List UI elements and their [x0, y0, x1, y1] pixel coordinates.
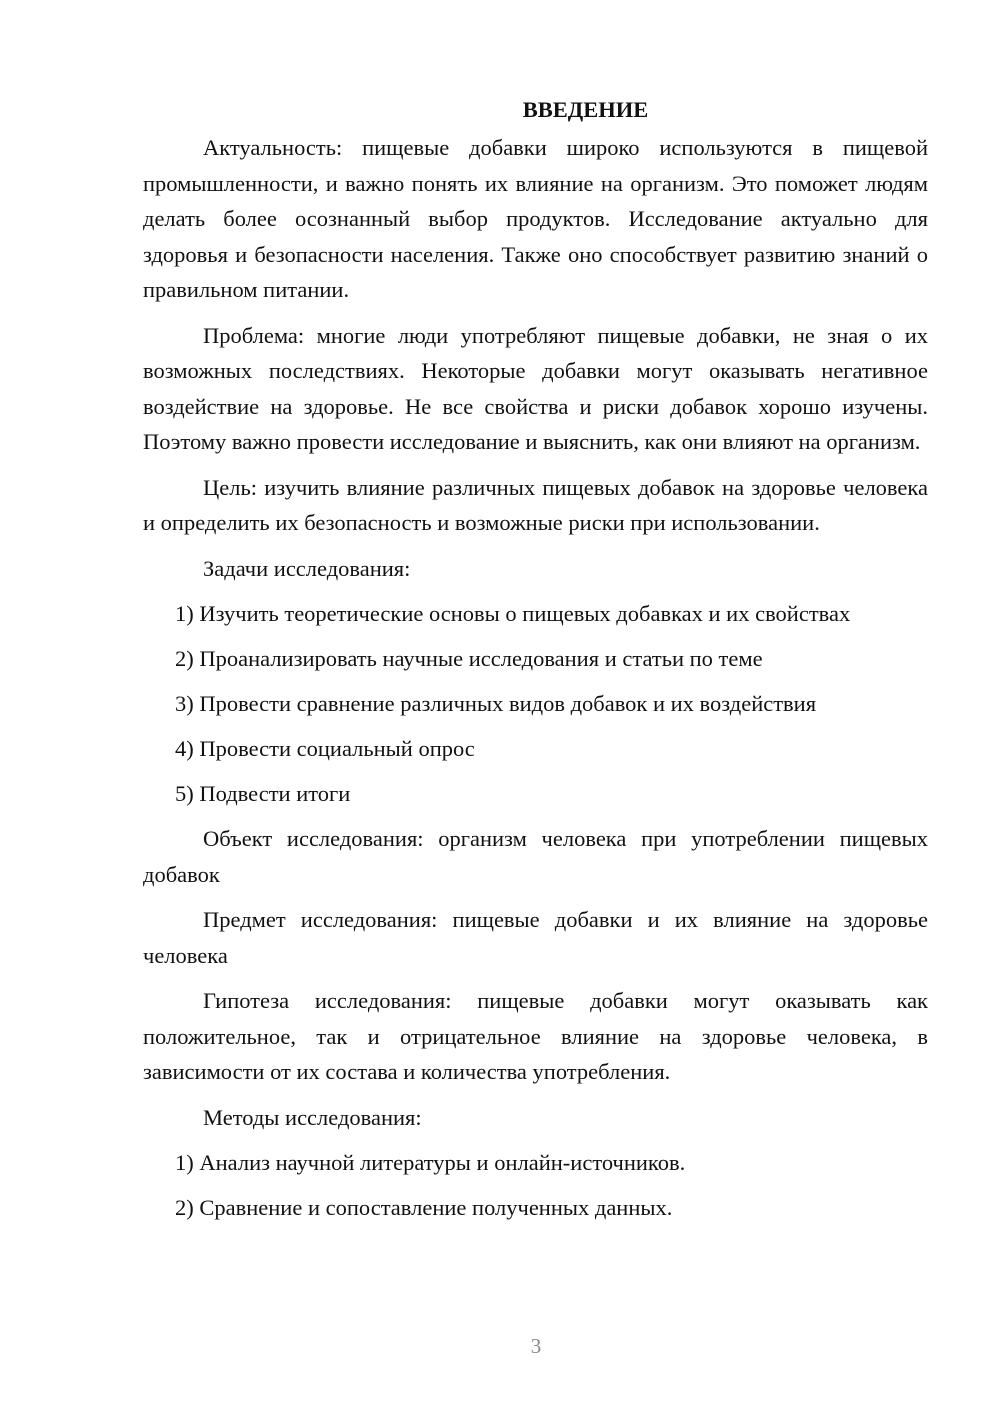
subject-paragraph: Предмет исследования: пищевые добавки и их влияние на здоровье человека [143, 907, 928, 968]
method-item: 1) Анализ научной литературы и онлайн-источников. [175, 1150, 686, 1175]
methods-title: Методы исследования: [203, 1104, 422, 1130]
task-item: 5) Подвести итоги [175, 781, 351, 806]
relevance-paragraph: Актуальность: пищевые добавки широко используются в пищевой промышленности, и важно понять их влияние на организм. Это поможет людям делать более осознанный выбор продуктов. Исследование актуально для здоровья и безопасности населения. Также оно способствует развитию знаний о правильном питании. [143, 135, 928, 302]
task-item: 2) Проанализировать научные исследования и статьи по теме [175, 646, 763, 671]
methods-list [143, 1145, 928, 1226]
task-item: 1) Изучить теоретические основы о пищевых добавках и их свойствах [175, 601, 851, 626]
method-item: 2) Сравнение и сопоставление полученных данных. [175, 1195, 673, 1220]
task-item: 4) Провести социальный опрос [175, 736, 475, 761]
section-heading: ВВЕДЕНИЕ [522, 97, 649, 122]
hypothesis-paragraph: Гипотеза исследования: пищевые добавки могут оказывать как положительное, так и отрицательное влияние на здоровье человека, в зависимости от их состава и количества употребления. [143, 988, 928, 1084]
tasks-list [143, 596, 928, 812]
tasks-title: Задачи исследования: [203, 555, 411, 581]
goal-paragraph: Цель: изучить влияние различных пищевых добавок на здоровье человека и определить их безопасность и возможные риски при использовании. [143, 474, 928, 535]
page-number: 3 [530, 1334, 542, 1358]
document-page [143, 92, 928, 1235]
problem-paragraph: Проблема: многие люди употребляют пищевые добавки, не зная о их возможных последствиях. Некоторые добавки могут оказывать негативное воздействие на здоровье. Не все свойства и риски добавок хорошо изучены. Поэтому важно провести исследование и выяснить, как они влияют на организм. [143, 322, 928, 454]
object-paragraph: Объект исследования: организм человека при употреблении пищевых добавок [143, 826, 928, 887]
task-item: 3) Провести сравнение различных видов добавок и их воздействия [175, 691, 817, 716]
